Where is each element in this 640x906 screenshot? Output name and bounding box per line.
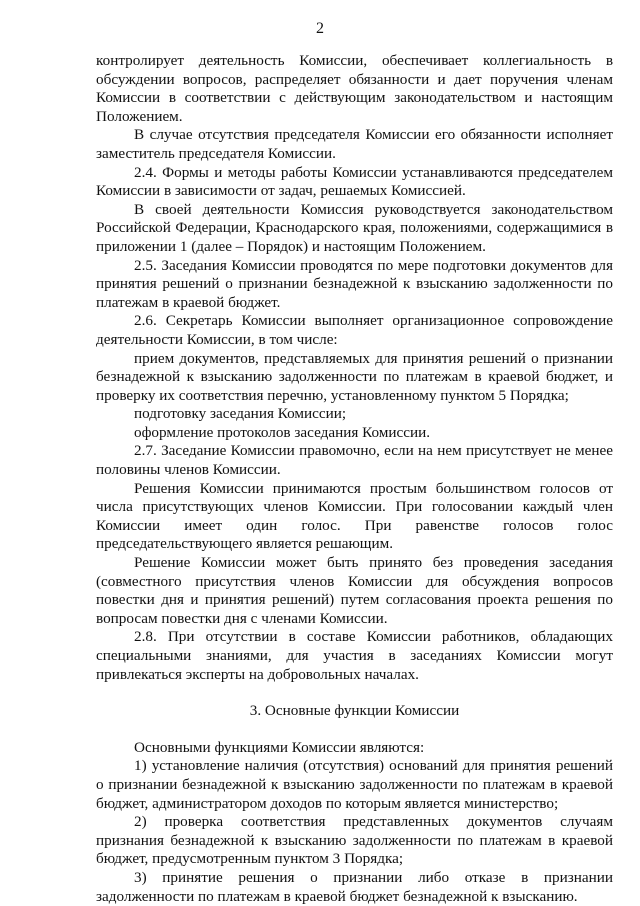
paragraph: 2.5. Заседания Комиссии проводятся по мере подготовки документов для принятия решений о признании безнадежной к взысканию задолженности по платежам в краевой бюджет. (96, 256, 613, 311)
list-item: 3) принятие решения о признании либо отказе в признании задолженности по платежам в краевой бюджет безнадежной к взысканию. (96, 868, 613, 905)
paragraph: Решение Комиссии может быть принято без проведения заседания (совместного присутствия членов Комиссии для обсуждения вопросов повестки дня и принятия решений) путем согласования проекта решения по вопросам повестки дня с членами Комиссии. (96, 554, 613, 627)
paragraph: Решения Комиссии принимаются простым большинством голосов от числа присутствующих членов Комиссии. При голосовании каждый член Комиссии имеет один голос. При равенстве голосов голос председательствующего является решающим. (96, 479, 613, 553)
paragraph: 2.4. Формы и методы работы Комиссии устанавливаются председателем Комиссии в зависимости от задач, решаемых Комиссией. (96, 163, 613, 200)
paragraph: подготовку заседания Комиссии; (134, 405, 347, 423)
list-item: 2) проверка соответствия представленных документов случаям признания безнадежной к взысканию задолженности по платежам в краевой бюджет, предусмотренным пунктом 3 Порядка; (96, 813, 613, 868)
paragraph: В своей деятельности Комиссия руководствуется законодательством Российской Федерации, Краснодарского края, положениями, содержащимися в приложении 1 (далее – Порядок) и настоящим Положением. (96, 200, 613, 255)
paragraph: контролирует деятельность Комиссии, обеспечивает коллегиальность в обсуждении вопросов, распределяет обязанности и дает поручения членам Комиссии в соответствии с действующим законодательством и настоящим Положением. (96, 52, 613, 125)
paragraph: оформление протоколов заседания Комиссии. (134, 423, 431, 441)
section-heading: 3. Основные функции Комиссии (249, 702, 460, 720)
paragraph: 2.6. Секретарь Комиссии выполняет организационное сопровождение деятельности Комиссии, в том числе: (96, 312, 613, 348)
page-number: 2 (316, 20, 324, 37)
paragraph: В случае отсутствия председателя Комиссии его обязанности исполняет заместитель председателя Комиссии. (96, 126, 613, 162)
paragraph: 2.7. Заседание Комиссии правомочно, если на нем присутствует не менее половины членов Комиссии. (96, 442, 613, 479)
list-item: 1) установление наличия (отсутствия) оснований для принятия решений о признании безнадежной к взысканию задолженности по платежам в краевой бюджет, администратором доходов по которым является министерство; (96, 757, 613, 812)
document-body (96, 52, 613, 906)
paragraph: прием документов, представляемых для принятия решений о признании безнадежной к взысканию задолженности по платежам в краевой бюджет, и проверку их соответствия перечню, установленному пунктом 5 Порядка; (96, 349, 613, 404)
paragraph: 2.8. При отсутствии в составе Комиссии работников, обладающих специальными знаниями, для участия в заседаниях Комиссии могут привлекаться эксперты на добровольных началах. (96, 628, 613, 683)
paragraph: Основными функциями Комиссии являются: (134, 738, 425, 756)
